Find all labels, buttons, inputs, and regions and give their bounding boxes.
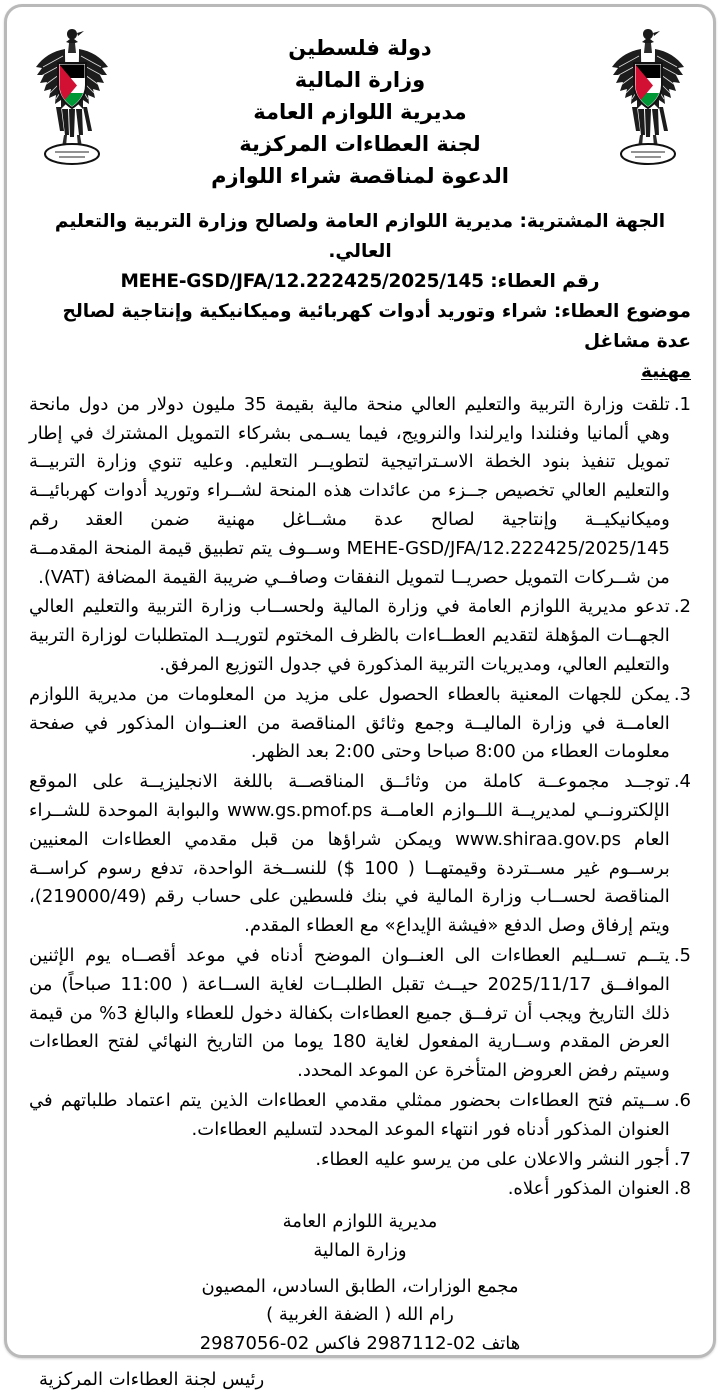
clause-text: يتــم تســليم العطاءات الى العنــوان الموضح أدناه في موعد أقصــاه يوم الإثنين الموافــق 2025/11/17 حيــث تقبل الطلبــات لغاية الســاعة ( 11:00 صباحاً) من ذلك التاريخ ويجب أن ترفــق جميع العطاءات بكفالة دخول للعطاء والبالغ 3% من قيمة العرض المقدم وســارية المفعول لغاية 180 يوما من التاريخ النهائي لفتح العطاءات وسيتم رفض العروض المتأخرة عن الموعد المحدد. (29, 944, 670, 1082)
clause-number: .3 (673, 683, 691, 705)
title-line-invitation: الدعوة لمناقصة شراء اللوازم (211, 163, 509, 188)
tender-intro-block (29, 207, 691, 387)
clause-item-2 (29, 593, 691, 679)
gs-pmof-url[interactable]: www.gs.pmof.ps (227, 799, 373, 821)
buyer-line: الجهة المشترية: مديرية اللوازم العامة ولصالح وزارة التربية والتعليم العالي. (54, 211, 666, 262)
clause-text: ســيتم فتح العطاءات بحضور ممثلي مقدمي العطاءات الذين يتم اعتماد طلباتهم في العنوان المذكور أدناه فور انتهاء الموعد المحدد لتسليم العطاءات. (29, 1089, 670, 1140)
clause-number: .4 (673, 771, 691, 793)
clause-text: العنوان المذكور أعلاه. (507, 1178, 670, 1200)
clause-4-part-3: ويمكن شراؤها من قبل مقدمي العطاءات المعنيين برســوم غير مســتردة وقيمتهــا ( 100 $) للنســخة الواحدة، تدفع رسوم كراســة المناقصة لحســاب وزارة المالية في بنك فلسطين على حساب رقم (219000/49)، ويتم إرفاق وصل الدفع «فيشة الإيداع» مع العطاء المقدم. (29, 828, 670, 937)
address-building: مجمع الوزارات، الطابق السادس، المصيون (201, 1276, 519, 1297)
address-directorate: مديرية اللوازم العامة (282, 1211, 438, 1233)
clause-number: .6 (673, 1089, 691, 1111)
clause-item-5 (29, 942, 691, 1086)
clause-number: .2 (673, 596, 691, 618)
address-phone-fax: هاتف 02-2987112 فاكس 02-2987056 (199, 1332, 521, 1354)
page-content (7, 7, 713, 1391)
clause-text: يمكن للجهات المعنية بالعطاء الحصول على مزيد من المعلومات من مديرية اللوازم العامــة في وزارة الماليــة وجمع وثائق المناقصة من العنــوان المذكور في صفحة معلومات العطاء من 8:00 صباحا وحتى 2:00 بعد الظهر. (29, 683, 670, 763)
tender-number-line (29, 267, 691, 297)
tender-announcement-page (4, 4, 716, 1391)
address-city: رام الله ( الضفة الغربية ) (266, 1304, 454, 1326)
signature-row (29, 1366, 691, 1393)
clause-4-part-2: والبوابة الموحدة للشــراء العام (29, 799, 670, 850)
clause-item-8 (29, 1175, 691, 1204)
clause-1-text-before: تلقت وزارة التربية والتعليم العالي منحة مالية بقيمة 35 مليون دولار من دول مانحة وهي ألمانيا وفنلندا وايرلندا والنرويج، فيما يسـمى بشركاء التمويل المشترك في إطار تمويل تنفيذ بنود الخطة الاسـتراتيجية لتطويــر التعليم. وعليه تنوي وزارة التربيــة والتعليم العالي تخصيص جــزء من عائدات هذه المنحة لشــراء وتوريد أدوات كهربائيــة وميكانيكيــة وإنتاجية لصالح عدة مشــاغل مهنية ضمن العقد رقم (29, 393, 670, 530)
clause-text (29, 391, 670, 593)
clause-text: أجور النشر والاعلان على من يرسو عليه العطاء. (315, 1148, 670, 1170)
shiraa-url[interactable]: www.shiraa.gov.ps (455, 828, 621, 850)
title-line-committee: لجنة العطاءات المركزية (239, 131, 481, 156)
clause-item-6 (29, 1087, 691, 1145)
palestine-eagle-emblem-secondary (29, 23, 115, 173)
clause-number: .7 (673, 1148, 691, 1170)
clause-text: تدعو مديرية اللوازم العامة في وزارة المالية ولحســاب وزارة التربية والتعليم العالي الجهــات المؤهلة لتقديم العطــاءات بالظرف المختوم لتوريــد المتطلبات لوزارة التربية والتعليم العالي، ومديريات التربية المذكورة في جدول التوزيع المرفق. (29, 596, 670, 675)
clause-item-7 (29, 1146, 691, 1175)
address-ministry: وزارة المالية (313, 1239, 407, 1261)
clause-item-1 (29, 391, 691, 593)
tender-subject-line: موضوع العطاء: شراء وتوريد أدوات كهربائية وميكانيكية وإنتاجية لصالح عدة مشاغل (62, 300, 691, 352)
title-block (115, 23, 605, 193)
title-line-state: دولة فلسطين (288, 36, 432, 60)
clause-number: .8 (673, 1178, 691, 1200)
clause-item-3 (29, 681, 691, 767)
clause-4-part-1: توجــد مجموعــة كاملة من وثائــق المناقصــة باللغة الانجليزيــة على الموقع الإلكترونــي لمديريــة اللــوازم العامــة (29, 771, 670, 821)
tender-number-value: MEHE-GSD/JFA/12.222425/2025/145 (120, 270, 484, 292)
masthead (29, 17, 691, 201)
tender-subject-line-2: مهنية (641, 360, 691, 382)
clause-number: .1 (673, 393, 691, 415)
clause-list (29, 391, 691, 1204)
signature-title: رئيس لجنة العطاءات المركزية (39, 1369, 265, 1391)
title-line-directorate: مديرية اللوازم العامة (253, 99, 467, 124)
clause-text (29, 768, 670, 941)
clause-1-text-after: وســوف يتم تطبيق قيمة المنحة المقدمــة من شــركات التمويل حصريــا لتمويل النفقات وصافــي ضريبة القيمة المضافة (VAT). (29, 537, 670, 588)
palestine-eagle-emblem (605, 23, 691, 173)
clause-1-contract-code: MEHE-GSD/JFA/12.222425/2025/145 (346, 537, 670, 559)
address-block (29, 1208, 691, 1358)
clause-item-4 (29, 768, 691, 941)
tender-number-label: رقم العطاء: (490, 270, 600, 292)
title-line-ministry: وزارة المالية (294, 67, 426, 92)
clause-number: .5 (673, 944, 691, 966)
